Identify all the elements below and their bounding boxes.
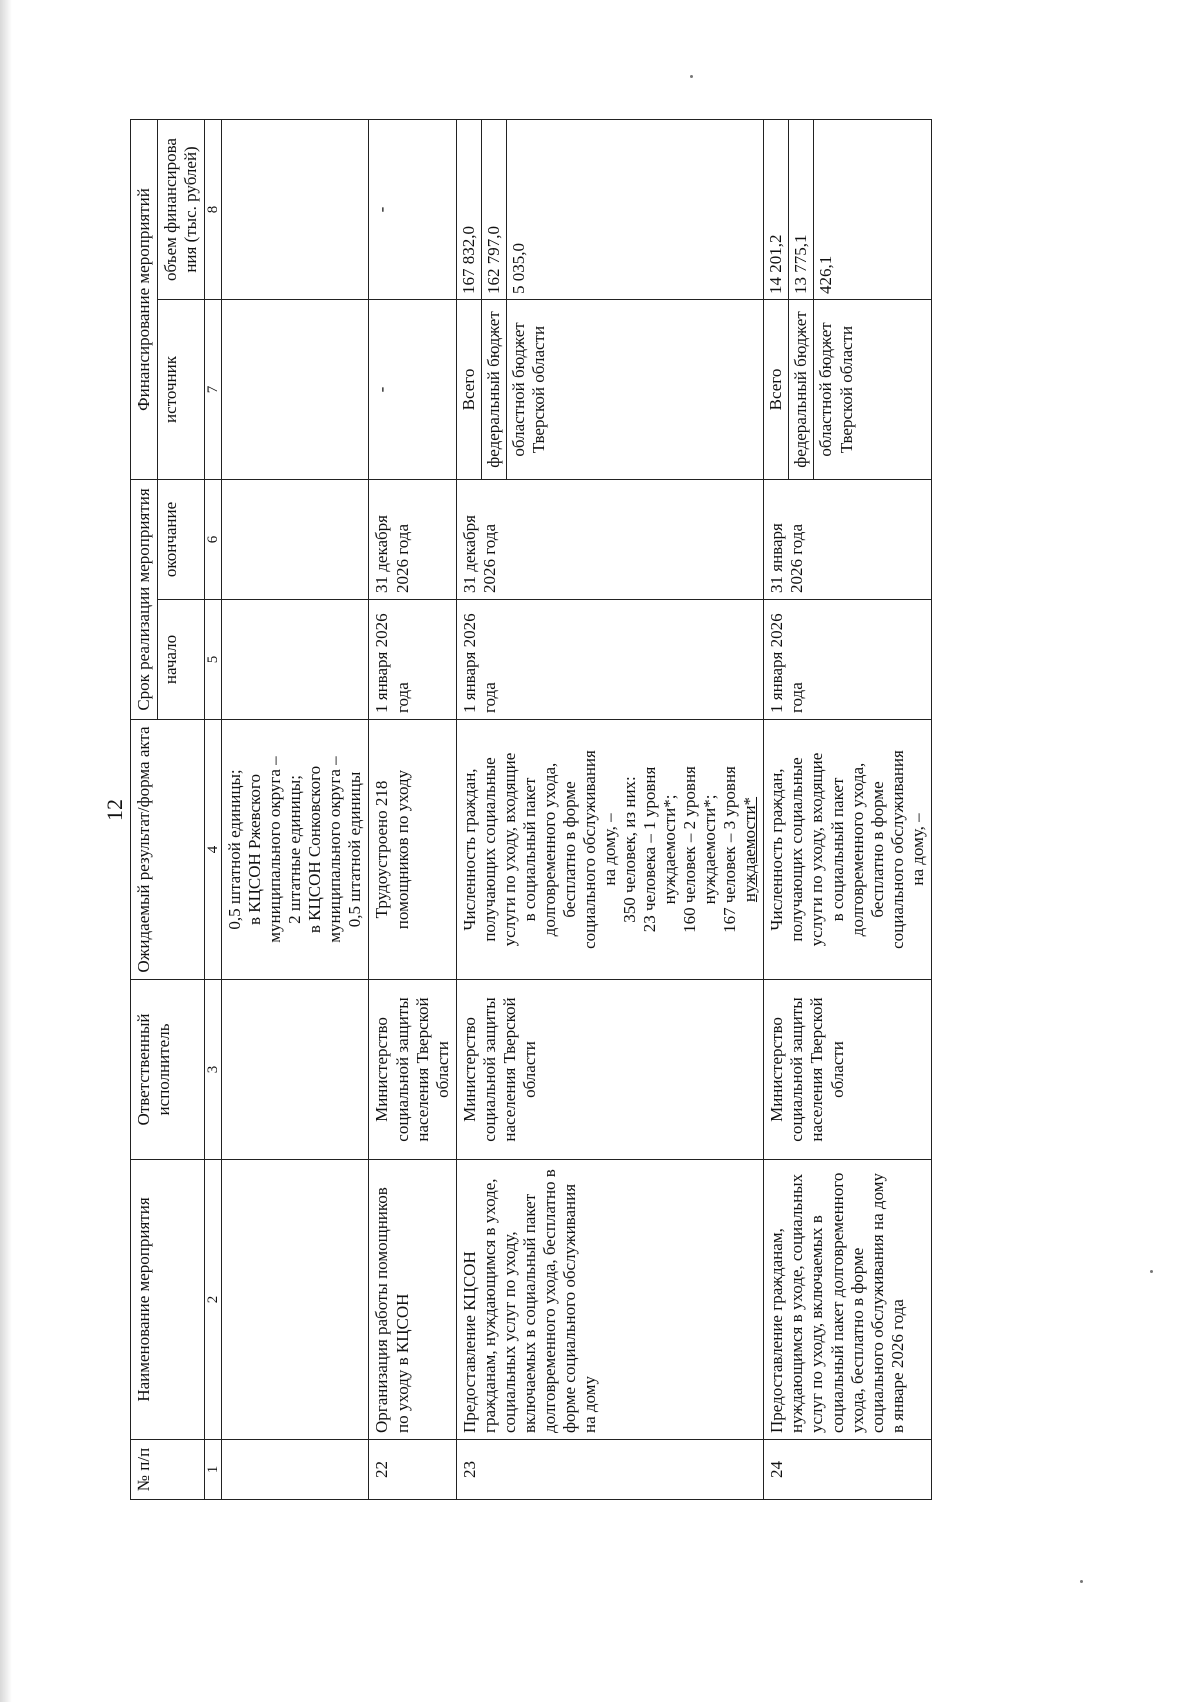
result-line: 23 человека – 1 уровня [640,766,660,933]
column-number-row [205,119,222,1499]
header-executor: Ответственный исполнитель [131,980,205,1160]
result-line: Численность граждан, [459,768,479,931]
scan-speck [690,75,693,78]
header-source: источник [158,299,205,479]
row-volume [764,119,931,299]
col-number: 5 [205,600,222,720]
row-source [764,299,931,479]
result-line: социального обслуживания [579,750,599,949]
volume-total: 14 201,2 [764,120,789,299]
row-num: 24 [764,1440,931,1500]
row-start: 1 января 2026 года [764,600,931,720]
row-name: Предоставление гражданам, нуждающимся в уходе, социальных услуг по уходу, включаемых в социальный пакет долговременного ухода, бесплатно в форме социального обслуживания на дому в январе 2026 года [764,1160,931,1440]
result-line: 160 человек – 2 уровня [680,766,700,933]
header-term-start: начало [158,600,205,720]
result-line: 0,5 штатной единицы [345,771,365,928]
scan-edge [0,0,12,1702]
header-term: Срок реализации мероприятия [131,479,158,719]
row-executor: Министерство социальной защиты населения Тверской области [456,980,764,1160]
volume-total: 167 832,0 [457,120,482,299]
row-end: 31 января 2026 года [764,479,931,599]
row-num [222,1440,369,1500]
table-row [764,119,931,1499]
row-executor: Министерство социальной защиты населения Тверской области [764,980,931,1160]
result-line: долговременного ухода, [539,762,559,937]
result-line: 167 человек – 3 уровня [720,766,740,933]
result-line: нуждаемости*; [700,794,720,905]
source-total: Всего [764,300,789,479]
volume-regional: 426,1 [816,255,836,294]
row-name [222,1160,369,1440]
row-num: 23 [456,1440,764,1500]
row-end: 31 декабря 2026 года [369,479,456,599]
row-start [222,600,369,720]
result-line: муниципального округа – [325,756,345,943]
header-num: № п/п [131,1440,205,1500]
header-result: Ожидаемый результат/форма акта [131,720,205,980]
scan-speck [1080,1580,1083,1583]
table-row [456,119,764,1499]
result-line: услуги по уходу, входящие [499,752,519,947]
volume-regional: 5 035,0 [508,242,528,294]
col-number: 6 [205,479,222,599]
rotated-document-sheet [100,120,1100,1500]
row-volume [222,119,369,299]
col-number: 4 [205,720,222,980]
volume-federal: 13 775,1 [789,120,814,299]
result-line: бесплатно в форме [867,781,887,918]
row-num: 22 [369,1440,456,1500]
row-name: Предоставление КЦСОН гражданам, нуждающимся в уходе, социальных услуг по уходу, включаемых в социальный пакет долговременного ухода, бесплатно в форме социального обслуживания на дому [456,1160,764,1440]
result-line: в социальный пакет [827,777,847,922]
row-start: 1 января 2026 года [456,600,764,720]
result-line: Трудоустроено 218 [372,780,392,919]
result-line: долговременного ухода, [847,762,867,937]
result-line: в КЦСОН Ржевского [245,774,265,925]
source-regional: областной бюджет Тверской области [508,322,548,457]
volume-federal: 162 797,0 [482,120,507,299]
row-end [222,479,369,599]
col-number: 8 [205,119,222,299]
col-number: 2 [205,1160,222,1440]
result-line: услуги по уходу, входящие [807,752,827,947]
row-executor: Министерство социальной защиты населения Тверской области [369,980,456,1160]
source-total: Всего [457,300,482,479]
result-line: помощников по уходу [392,769,412,930]
row-result [369,720,456,980]
row-end: 31 декабря 2026 года [456,479,764,599]
row-source [456,299,764,479]
result-line: в КЦСОН Сонковского [305,765,325,934]
row-result [456,720,764,980]
header-financing: Финансирование мероприятий [131,119,158,479]
row-volume [456,119,764,299]
header-row [131,119,158,1499]
result-line: нуждаемости* [740,796,760,903]
result-line: получающих социальные [479,757,499,942]
result-line: на дому, – [907,813,927,886]
row-source [222,299,369,479]
result-line: получающих социальные [787,757,807,942]
result-line: бесплатно в форме [559,781,579,918]
page-number: 12 [102,799,127,821]
source-regional: областной бюджет Тверской области [816,322,856,457]
row-start: 1 января 2026 года [369,600,456,720]
result-line: на дому, – [599,813,619,886]
result-line: Численность граждан, [767,768,787,931]
col-number: 3 [205,980,222,1160]
table-row [369,119,456,1499]
scan-speck [1150,1270,1153,1273]
result-line: нуждаемости*; [660,794,680,905]
col-number: 7 [205,299,222,479]
source-federal: федеральный бюджет [789,300,814,479]
header-volume: объем финансирова ния (тыс. рублей) [158,119,205,299]
measures-table [130,119,932,1500]
row-executor [222,980,369,1160]
row-volume: - [369,119,456,299]
result-line: 0,5 штатной единицы; [225,769,245,930]
row-source: - [369,299,456,479]
row-result [764,720,931,980]
col-number: 1 [205,1440,222,1500]
row-name: Организация работы помощников по уходу в КЦСОН [369,1160,456,1440]
source-federal: федеральный бюджет [482,300,507,479]
result-line: социального обслуживания [887,750,907,949]
result-line: 350 человек, из них: [620,776,640,923]
header-term-end: окончание [158,479,205,599]
result-line: муниципального округа – [265,756,285,943]
header-name: Наименование мероприятия [131,1160,205,1440]
result-line: в социальный пакет [519,777,539,922]
result-line: 2 штатные единицы; [285,775,305,924]
table-row [222,119,369,1499]
row-result [222,720,369,980]
